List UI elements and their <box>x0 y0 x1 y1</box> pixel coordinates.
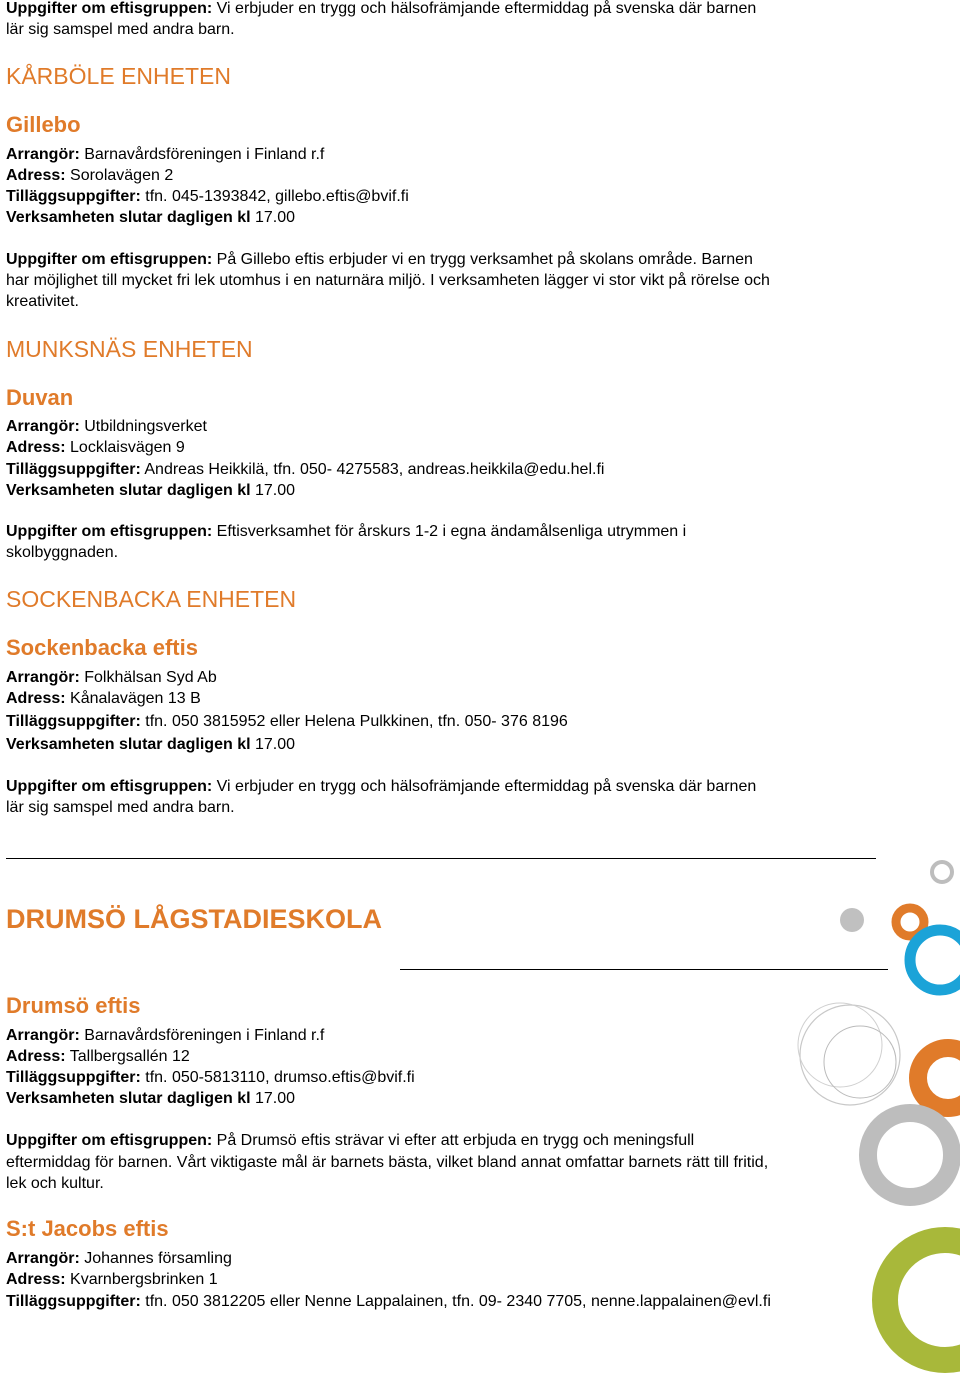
intro-line: Uppgifter om eftisgruppen: Vi erbjuder en trygg och hälsofrämjande eftermiddag på svenska där barnen <box>6 0 757 17</box>
tillagg-line: Tilläggsuppgifter: tfn. 045-1393842, gillebo.eftis@bvif.fi <box>6 188 409 205</box>
unit-title: Duvan <box>6 385 74 410</box>
uppgifter-line: Uppgifter om eftisgruppen: På Drumsö eftis strävar vi efter att erbjuda en trygg och meningsfull <box>6 1132 695 1149</box>
circle-decoration <box>918 1048 960 1108</box>
unit-title: S:t Jacobs eftis <box>6 1216 169 1241</box>
unit-title: Sockenbacka eftis <box>6 635 198 660</box>
section-heading: SOCKENBACKA ENHETEN <box>6 586 297 612</box>
unit-title: Gillebo <box>6 112 81 137</box>
circle-decoration <box>910 930 960 990</box>
circle-decoration <box>885 1240 960 1360</box>
circle-decoration <box>840 908 864 932</box>
section-heading: MUNKSNÄS ENHETEN <box>6 336 253 362</box>
divider <box>6 858 876 859</box>
slutar-line: Verksamheten slutar dagligen kl 17.00 <box>6 482 296 499</box>
tillagg-line: Tilläggsuppgifter: Andreas Heikkilä, tfn. 050- 4275583, andreas.heikkila@edu.hel.fi <box>6 461 605 478</box>
arrangor-line: Arrangör: Barnavårdsföreningen i Finland r.f <box>6 146 325 163</box>
arrangor-line: Arrangör: Folkhälsan Syd Ab <box>6 669 217 686</box>
unit-title: Drumsö eftis <box>6 993 141 1018</box>
circle-decoration <box>868 1113 952 1197</box>
arrangor-line: Arrangör: Barnavårdsföreningen i Finland r.f <box>6 1027 325 1044</box>
intro-line: lär sig samspel med andra barn. <box>6 21 235 38</box>
uppgifter-line: Uppgifter om eftisgruppen: På Gillebo eftis erbjuder vi en trygg verksamhet på skolans område. Barnen <box>6 251 753 268</box>
slutar-line: Verksamheten slutar dagligen kl 17.00 <box>6 209 296 226</box>
uppgifter-line: skolbyggnaden. <box>6 544 119 561</box>
circles-graphic <box>780 840 960 1394</box>
adress-line: Adress: Sorolavägen 2 <box>6 167 174 184</box>
adress-line: Adress: Kånalavägen 13 B <box>6 690 201 707</box>
uppgifter-line: har möjlighet till mycket fri lek utomhus i en naturnära miljö. I verksamheten lägger vi stor vikt på rörelse och <box>6 272 770 289</box>
uppgifter-line: Uppgifter om eftisgruppen: Eftisverksamhet för årskurs 1-2 i egna ändamålsenliga utrymmen i <box>6 523 687 540</box>
uppgifter-line: Uppgifter om eftisgruppen: Vi erbjuder en trygg och hälsofrämjande eftermiddag på svenska där barnen <box>6 778 757 795</box>
slutar-line: Verksamheten slutar dagligen kl 17.00 <box>6 736 296 753</box>
divider <box>400 969 888 970</box>
school-heading: DRUMSÖ LÅGSTADIESKOLA <box>6 904 382 934</box>
uppgifter-line: eftermiddag för barnen. Vårt viktigaste mål är barnets bästa, vilket bland annat omfattar barnets rätt till fritid, <box>6 1154 769 1171</box>
uppgifter-line: lek och kultur. <box>6 1175 104 1192</box>
circle-decoration <box>800 1005 900 1105</box>
slutar-line: Verksamheten slutar dagligen kl 17.00 <box>6 1090 296 1107</box>
circle-decoration <box>824 1026 896 1098</box>
adress-line: Adress: Locklaisvägen 9 <box>6 439 185 456</box>
tillagg-line: Tilläggsuppgifter: tfn. 050-5813110, drumso.eftis@bvif.fi <box>6 1069 415 1086</box>
section-heading: KÅRBÖLE ENHETEN <box>6 63 231 89</box>
circle-decoration <box>932 862 952 882</box>
adress-line: Adress: Tallbergsallén 12 <box>6 1048 190 1065</box>
circle-decoration <box>798 1003 882 1087</box>
uppgifter-line: kreativitet. <box>6 293 79 310</box>
uppgifter-line: lär sig samspel med andra barn. <box>6 799 235 816</box>
arrangor-line: Arrangör: Utbildningsverket <box>6 418 207 435</box>
arrangor-line: Arrangör: Johannes församling <box>6 1250 232 1267</box>
tillagg-line: Tilläggsuppgifter: tfn. 050 3815952 eller Helena Pulkkinen, tfn. 050- 376 8196 <box>6 713 568 730</box>
adress-line: Adress: Kvarnbergsbrinken 1 <box>6 1271 218 1288</box>
tillagg-line: Tilläggsuppgifter: tfn. 050 3812205 eller Nenne Lappalainen, tfn. 09- 2340 7705, nenne.lappalainen@evl.fi <box>6 1293 771 1310</box>
